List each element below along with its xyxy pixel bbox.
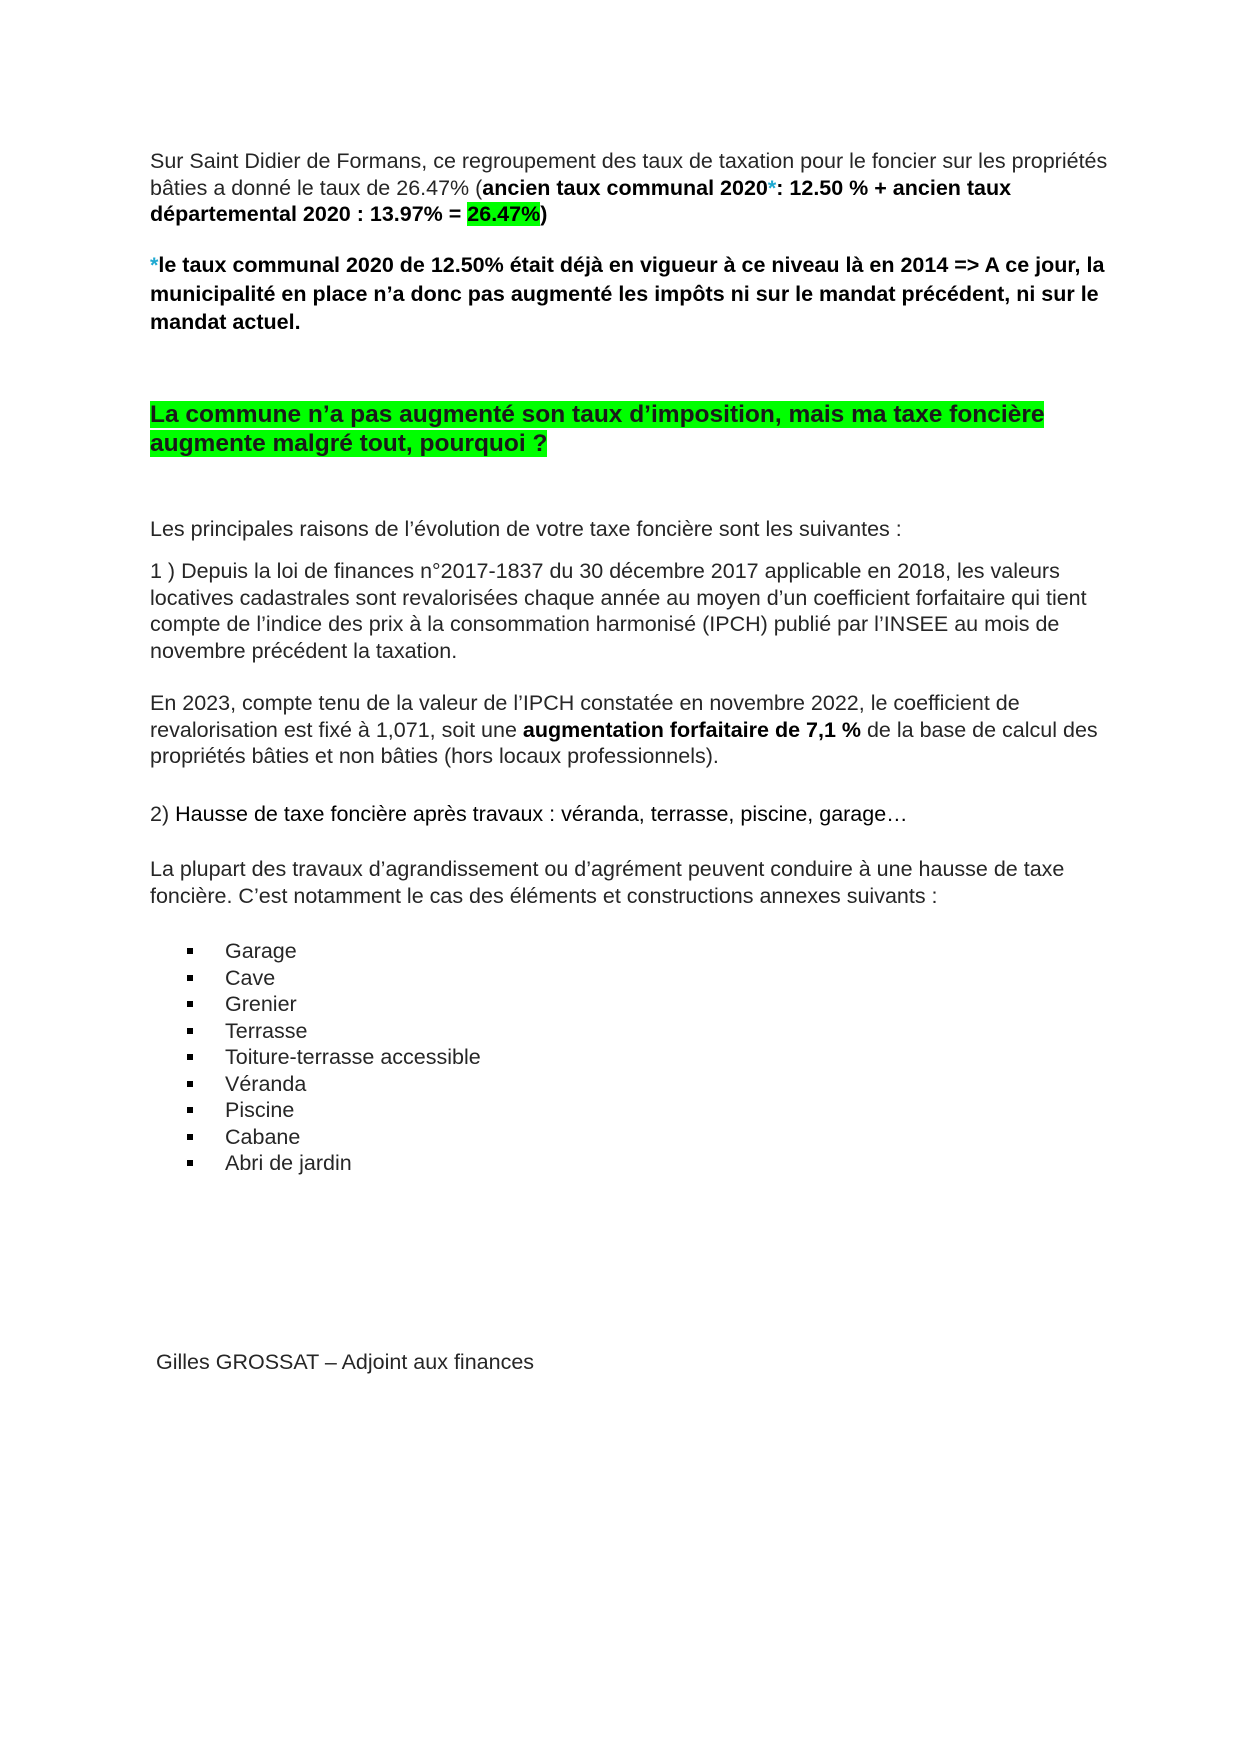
asterisk: * <box>150 253 159 277</box>
list-item-label: Abri de jardin <box>225 1151 352 1175</box>
paragraph-intro: Les principales raisons de l’évolution de votre taxe foncière sont les suivantes : <box>150 517 902 541</box>
list-item <box>187 1044 481 1071</box>
bullet-icon <box>187 1160 193 1166</box>
section-heading <box>150 400 1110 458</box>
item-number: 2) <box>150 802 176 826</box>
list-item-label: Toiture-terrasse accessible <box>225 1045 481 1069</box>
paragraph-revaluation <box>150 690 1110 770</box>
bullet-icon <box>187 975 193 981</box>
list-item-label: Cabane <box>225 1124 301 1149</box>
text: Sur Saint Didier de Formans, ce regroupement des taux de taxation pour le foncier sur les propriétés bâties a donné le taux de 26.47% ( <box>150 149 1108 200</box>
text: ) <box>540 202 548 226</box>
list-item-label: Grenier <box>225 992 297 1016</box>
list-item <box>187 1124 481 1151</box>
paragraph-reason-1: 1 ) Depuis la loi de finances n°2017-1837 du 30 décembre 2017 applicable en 2018, les valeurs locatives cadastrales sont revalorisées chaque année au moyen d’un coefficient forfaitaire qui tient compte de l’indice des prix à la consommation harmonisé (IPCH) publié par l’INSEE au mois de novembre précédent la taxation. <box>150 559 1087 663</box>
paragraph-footnote <box>150 251 1110 337</box>
bullet-icon <box>187 1081 193 1087</box>
list-item-label: Terrasse <box>225 1018 308 1043</box>
annex-list <box>187 938 481 1177</box>
footnote-text: le taux communal 2020 de 12.50% était déjà en vigueur à ce niveau là en 2014 => A ce jour, la municipalité en place n’a donc pas augmenté les impôts ni sur le mandat précédent, ni sur le mandat actuel. <box>150 253 1105 334</box>
bullet-icon <box>187 1028 193 1034</box>
text: de la base de calcul des propriétés bâties et non bâties (hors locaux professionnels). <box>150 717 1098 768</box>
asterisk: * <box>767 175 777 200</box>
reason-2-text: Hausse de taxe foncière après travaux : véranda, terrasse, piscine, garage… <box>175 802 908 826</box>
list-item-label: Véranda <box>225 1071 307 1096</box>
bullet-icon <box>187 1054 193 1060</box>
paragraph-works: La plupart des travaux d’agrandissement ou d’agrément peuvent conduire à une hausse de taxe foncière. C’est notamment le cas des éléments et constructions annexes suivants : <box>150 857 1065 908</box>
list-item-label: Piscine <box>225 1098 295 1122</box>
list-item <box>187 1097 481 1124</box>
bullet-icon <box>187 1107 193 1113</box>
list-item <box>187 991 481 1018</box>
paragraph-tax-rate <box>150 148 1110 228</box>
bold-text: augmentation forfaitaire de 7,1 % <box>522 717 861 742</box>
list-item <box>187 1150 481 1177</box>
list-item <box>187 1018 481 1045</box>
heading-text: La commune n’a pas augmenté son taux d’imposition, mais ma taxe foncière augmente malgré tout, pourquoi ? <box>150 401 1045 457</box>
bullet-icon <box>187 948 193 954</box>
bold-text: ancien taux communal 2020 <box>482 175 768 200</box>
list-item <box>187 938 481 965</box>
paragraph-reason-2 <box>150 801 1110 828</box>
bold-text: : 12.50 % + ancien taux départemental 2020 : 13.97% = <box>150 175 1012 226</box>
list-item <box>187 965 481 992</box>
text: En 2023, compte tenu de la valeur de l’IPCH constatée en novembre 2022, le coefficient de revalorisation est fixé à 1,071, soit une <box>150 691 1020 742</box>
highlighted-rate: 26.47% <box>467 202 541 226</box>
bullet-icon <box>187 1001 193 1007</box>
list-item-label: Cave <box>225 965 276 990</box>
list-item <box>187 1071 481 1098</box>
signature: Gilles GROSSAT – Adjoint aux finances <box>156 1350 535 1374</box>
bullet-icon <box>187 1134 193 1140</box>
list-item-label: Garage <box>225 939 297 963</box>
